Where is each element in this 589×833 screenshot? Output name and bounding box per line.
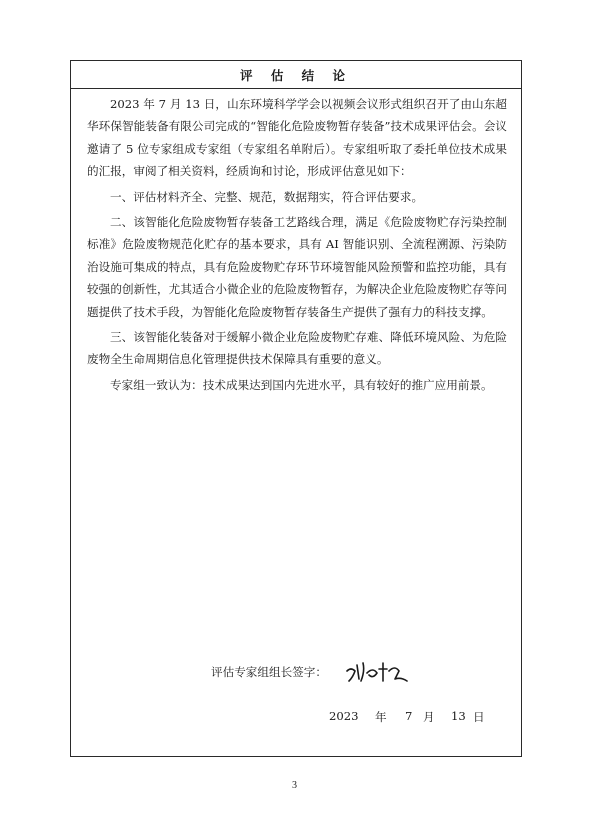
section-title: 评 估 结 论 (239, 67, 353, 83)
signature-line (211, 657, 413, 687)
signature-label: 评估专家组组长签字： (211, 665, 327, 679)
paragraph-item-2: 二、该智能化危险废物暂存装备工艺路线合理，满足《危险废物贮存污染控制标准》危险废物规范化贮存的基本要求，具有 AI 智能识别、全流程溯源、污染防治设施可集成的特点，具有危险废物贮存环节环境智能风险预警和监控功能，具有较强的创新性，尤其适合小微企业的危险废物暂存，为解决企业危险废物贮存等问题提供了技术手段，为智能化危险废物暂存装备生产提供了强有力的科技支撑。 (87, 215, 507, 319)
date-day-unit: 日 (473, 710, 485, 724)
paragraph-item-3: 三、该智能化装备对于缓解小微企业危险废物贮存难、降低环境风险、为危险废物全生命周期信息化管理提供技术保障具有重要的意义。 (87, 330, 507, 367)
evaluation-conclusion-table (70, 60, 522, 757)
signature-date (329, 709, 485, 725)
date-month-unit: 月 (423, 710, 435, 724)
date-month: 7 (405, 709, 413, 723)
date-year: 2023 (329, 709, 359, 723)
handwritten-signature (343, 657, 413, 687)
paragraph-conclusion: 专家组一致认为：技术成果达到国内先进水平，具有较好的推广应用前景。 (110, 377, 493, 392)
table-header-row (71, 61, 521, 89)
conclusion-body (71, 89, 521, 396)
paragraph-item-1: 一、评估材料齐全、完整、规范，数据翔实，符合评估要求。 (110, 189, 424, 204)
date-day: 13 (451, 709, 466, 723)
page-number: 3 (292, 780, 297, 791)
paragraph-intro: 2023 年 7 月 13 日，山东环境科学学会以视频会议形式组织召开了由山东超华环保智能装备有限公司完成的“智能化危险废物暂存装备”技术成果评估会。会议邀请了 5 位专家组成专家组（专家组名单附后）。专家组听取了委托单位技术成果的汇报，审阅了相关资料，经质询和讨论，形成评估意见如下： (87, 97, 507, 179)
date-year-unit: 年 (375, 710, 387, 724)
